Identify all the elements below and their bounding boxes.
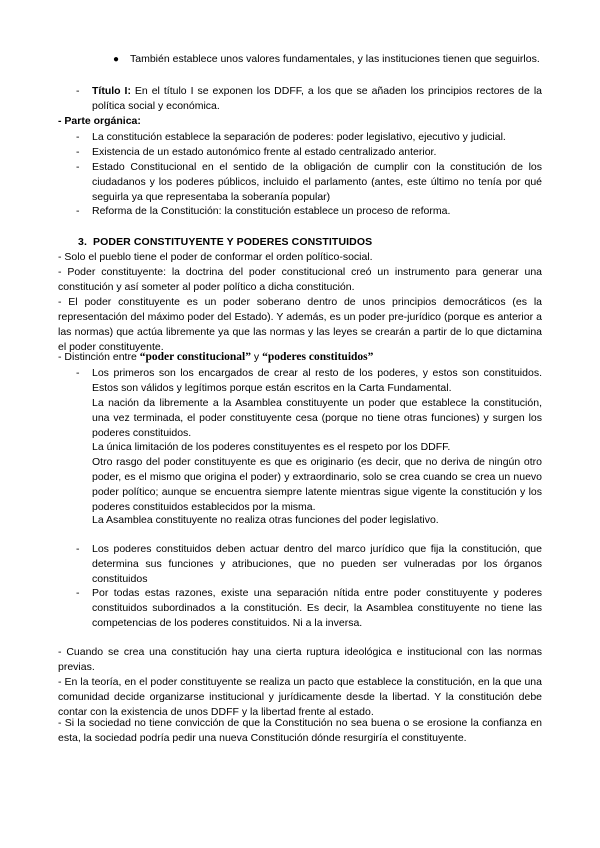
item1-paragraph: La nación da libremente a la Asamblea constituyente un poder que establece la constitución, una vez terminada, el poder constituyente cesa (porque no tiene otras funciones) y surgen los poderes constituidos. <box>92 397 542 439</box>
term-poderes-constituidos: “poderes constituidos” <box>262 351 374 363</box>
item1-paragraph: Otro rasgo del poder constituyente es que es originario (es decir, que no deriva de ningún otro poder, es el mismo que origina el poder) y extraordinario, solo se crea cuando se crea un nuevo poder político; aunque se encuentra siempre latente mientras sigue vigente la constitución y los poderes constituidos establecidos por la misma. <box>92 456 542 513</box>
dash-marker: - <box>76 367 80 379</box>
parte-organica-item: La constitución establece la separación de poderes: poder legislativo, ejecutivo y judicial. <box>92 131 506 143</box>
item2-paragraph: Los poderes constituidos deben actuar dentro del marco jurídico que fija la constitución, que determina sus funciones y atribuciones, que no pueden ser vulneradas por los órganos constituidos <box>92 543 542 585</box>
dash-marker: - <box>76 146 80 158</box>
section-title: PODER CONSTITUYENTE Y PODERES CONSTITUIDOS <box>93 236 373 248</box>
paragraph: - En la teoría, en el poder constituyente se realiza un pacto que establece la constitución, en la que una comunidad decide organizarse institucional y jurídicamente desde la libertad. Y la constitución debe contar con la existencia de unos DDFF y la libertad frente al estado. <box>58 676 542 718</box>
item1-paragraph: La Asamblea constituyente no realiza otras funciones del poder legislativo. <box>92 514 439 526</box>
titulo-i-label: Título I: <box>92 85 131 97</box>
parte-organica-item: Existencia de un estado autonómico frente al estado centralizado anterior. <box>92 146 437 158</box>
paragraph: - El poder constituyente es un poder soberano dentro de unos principios democráticos (es la representación del máximo poder del Estado). Y además, es un poder pre-jurídico (porque es anterior a las normas) que actúa libremente ya que las normas y las leyes se crearán a partir de lo que dictamina el poder constituyente. <box>58 296 542 353</box>
dash-marker: - <box>58 115 65 127</box>
parte-organica-item: Reforma de la Constitución: la constitución establece un proceso de reforma. <box>92 205 451 217</box>
paragraph: - Poder constituyente: la doctrina del poder constitucional creó un instrumento para generar una constitución y así someter al poder político a dicha constitución. <box>58 266 542 293</box>
paragraph: - Si la sociedad no tiene convicción de que la Constitución no sea buena o se erosione la confianza en esta, la sociedad podría pedir una nueva Constitución dónde resurgiría el constituyente. <box>58 717 542 744</box>
distincion-line <box>58 350 542 365</box>
dash-marker: - <box>76 587 80 599</box>
term-poder-constitucional: “poder constitucional” <box>139 351 251 363</box>
paragraph: - Cuando se crea una constitución hay una cierta ruptura ideológica e institucional con las normas previas. <box>58 646 542 673</box>
item1-paragraph: Los primeros son los encargados de crear al resto de los poderes, y estos son constituidos. Estos son válidos y legítimos porque están escritos en la Carta Fundamental. <box>92 367 542 394</box>
item3-paragraph: Por todas estas razones, existe una separación nítida entre poder constituyente y poderes constituidos subordinados a la constitución. Es decir, la Asamblea constituyente no tiene las competencias de los poderes constituidos. Ni a la inversa. <box>92 587 542 629</box>
parte-organica-item: Estado Constitucional en el sentido de la obligación de cumplir con la constitución de los ciudadanos y los poderes públicos, incluido el parlamento (antes, este último no tenía por qué seguirla ya que representaba la soberanía popular) <box>92 161 542 203</box>
section-heading <box>78 235 372 250</box>
item1-paragraph: La única limitación de los poderes constituyentes es el respeto por los DDFF. <box>92 441 451 453</box>
dash-marker: - <box>76 131 80 143</box>
titulo-i-paragraph <box>92 84 542 114</box>
intro-bullet-text: También establece unos valores fundamentales, y las instituciones tienen que seguirlos. <box>130 53 540 65</box>
bullet-dot: ● <box>113 54 120 65</box>
distincion-prefix: - Distinción entre <box>58 351 140 363</box>
dash-marker: - <box>76 205 80 217</box>
parte-organica-label: Parte orgánica: <box>64 115 141 127</box>
titulo-i-text: En el título I se exponen los DDFF, a los que se añaden los principios rectores de la política social y económica. <box>92 85 542 112</box>
paragraph: - Solo el pueblo tiene el poder de conformar el orden político-social. <box>58 251 373 263</box>
dash-marker: - <box>76 161 80 173</box>
parte-organica-heading <box>58 114 141 129</box>
section-number: 3. <box>78 236 87 248</box>
dash-marker: - <box>76 543 80 555</box>
dash-marker: - <box>76 85 80 97</box>
distincion-mid: y <box>251 351 263 363</box>
